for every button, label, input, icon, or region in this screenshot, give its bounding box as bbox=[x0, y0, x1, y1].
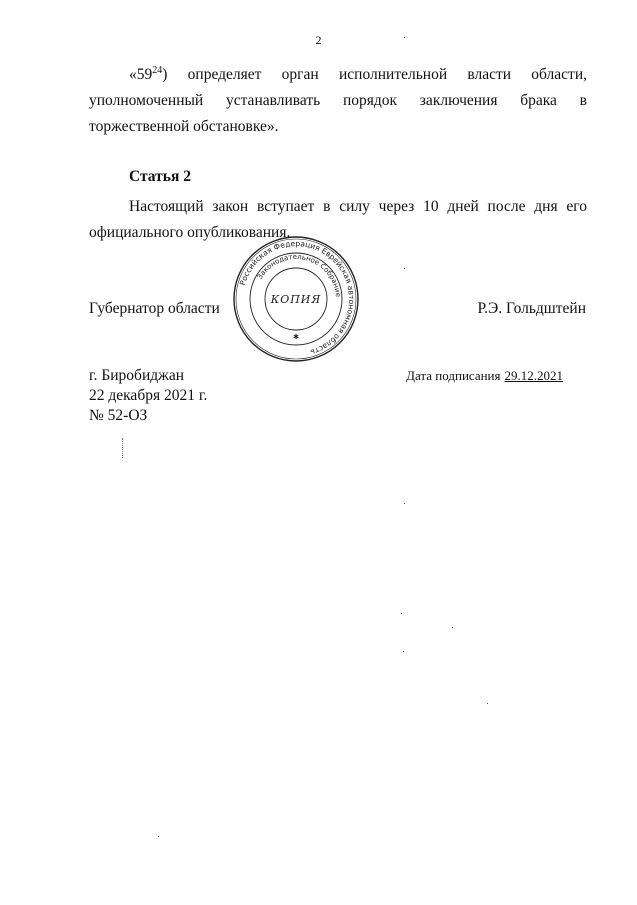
stamp-star-icon: ✱ bbox=[293, 333, 299, 341]
speck bbox=[487, 703, 488, 704]
speck bbox=[404, 268, 405, 269]
signature-title: Губернатор области bbox=[89, 300, 220, 317]
speck bbox=[401, 613, 402, 614]
speck bbox=[403, 651, 404, 652]
page-number: 2 bbox=[315, 33, 322, 47]
speck bbox=[452, 627, 453, 628]
paragraph-1-text: ) определяет орган исполнительной власти области, уполномоченный устанавливать порядок заключения брака в торжественной обстановке». bbox=[89, 66, 587, 135]
signing-date: 29.12.2021 bbox=[504, 368, 563, 383]
signing-label: Дата подписания bbox=[406, 368, 501, 383]
speck bbox=[404, 503, 405, 504]
city: г. Биробиджан bbox=[89, 367, 185, 384]
place-and-date-block bbox=[89, 366, 207, 426]
paragraph-1-prefix: «59 bbox=[129, 66, 153, 83]
law-date: 22 декабря 2021 г. bbox=[89, 387, 208, 404]
speck bbox=[158, 836, 159, 837]
stamp-center-text: КОПИЯ bbox=[270, 293, 322, 306]
signature-name: Р.Э. Гольдштейн bbox=[477, 300, 586, 317]
paragraph-article-1-end bbox=[89, 62, 587, 140]
stamp-inner-text: Законодательное Собрание bbox=[255, 252, 342, 298]
law-number: № 52-ОЗ bbox=[89, 407, 148, 424]
paragraph-article-2: Настоящий закон вступает в силу через 10 дней после дня его официального опубликования. bbox=[89, 198, 587, 241]
paragraph-1-superscript: 24 bbox=[152, 65, 163, 76]
official-stamp bbox=[232, 235, 360, 363]
speck bbox=[404, 37, 405, 38]
article-heading: Статья 2 bbox=[129, 168, 191, 185]
stamp-outer-text: Российская Федерация Еврейская автономная область bbox=[237, 238, 357, 357]
margin-mark bbox=[122, 438, 124, 458]
signing-date-block bbox=[406, 368, 563, 384]
